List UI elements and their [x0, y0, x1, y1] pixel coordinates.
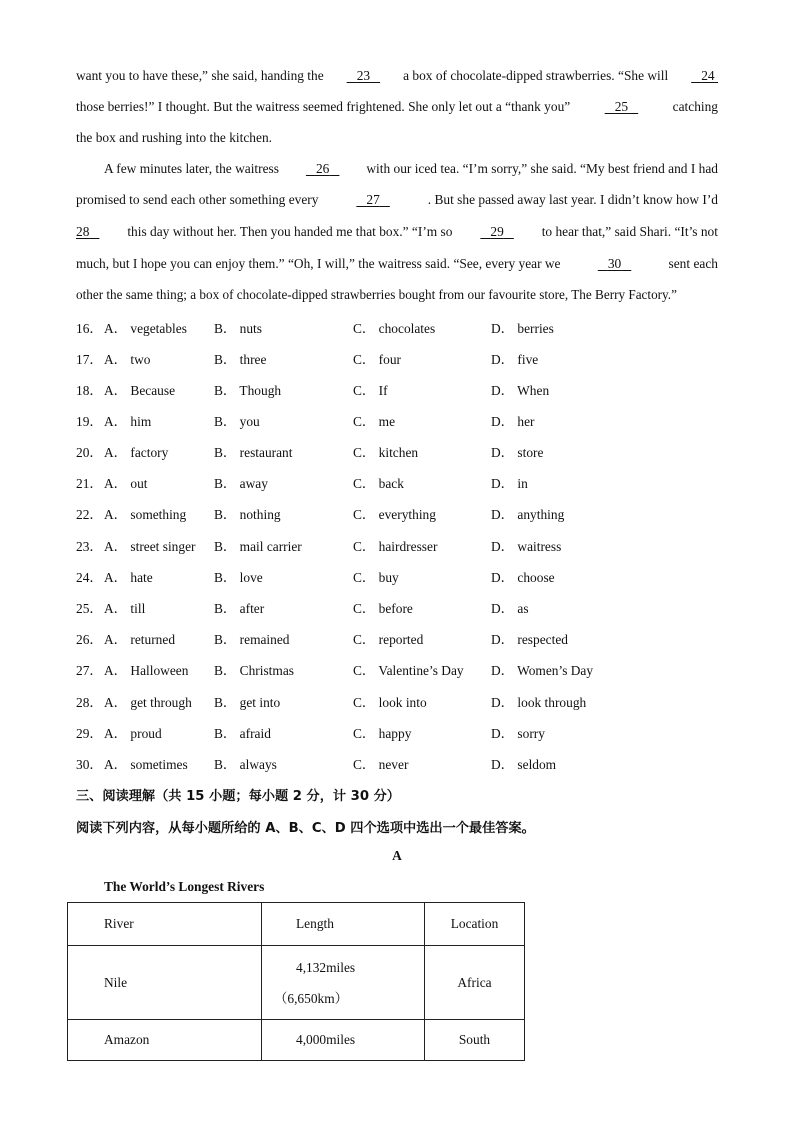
option-b[interactable]: B． after [214, 601, 265, 616]
passage-text: this day without her. Then you handed me that box.” “I’m so [127, 224, 453, 239]
option-d[interactable]: D． her [491, 414, 535, 429]
option-b[interactable]: B． always [214, 757, 277, 772]
blank-number: 27 [366, 192, 380, 207]
option-c[interactable]: C． everything [353, 507, 436, 522]
blank-24 [691, 68, 718, 84]
blank-number: 26 [315, 161, 330, 176]
option-d[interactable]: D． five [491, 352, 539, 367]
option-b[interactable]: B． love [214, 570, 263, 585]
question-number: 21． [76, 476, 103, 491]
option-b[interactable]: B． three [214, 352, 267, 367]
option-a[interactable]: A． Because [104, 383, 176, 398]
passage-line-5 [76, 192, 718, 208]
option-c[interactable]: C． me [353, 414, 396, 429]
header-location: Location [425, 903, 525, 946]
question-number: 24． [76, 570, 103, 585]
option-a[interactable]: A． till [104, 601, 146, 616]
option-a[interactable]: A． something [104, 507, 187, 522]
passage-text: those berries!” I thought. But the waitress seemed frightened. She only let out a “thank you” [76, 99, 571, 114]
option-d[interactable]: D． seldom [491, 757, 557, 772]
option-c[interactable]: C． reported [353, 632, 424, 647]
blank-number: 24 [701, 68, 715, 83]
header-length-cell [262, 903, 425, 946]
passage-text: want you to have these,” she said, handing the [76, 68, 324, 83]
question-number: 29． [76, 726, 103, 741]
option-c[interactable]: C． Valentine’s Day [353, 663, 464, 678]
blank-30 [598, 256, 631, 272]
passage-text: sent each [668, 256, 718, 271]
option-a[interactable]: A． returned [104, 632, 176, 647]
blank-number: 25 [614, 99, 629, 114]
option-a[interactable]: A． him [104, 414, 152, 429]
option-d[interactable]: D． in [491, 476, 528, 491]
blank-number: 23 [356, 68, 371, 83]
option-c[interactable]: C． hairdresser [353, 539, 438, 554]
option-a[interactable]: A． sometimes [104, 757, 188, 772]
part-label: A [392, 848, 402, 863]
option-b[interactable]: B． remained [214, 632, 290, 647]
option-d[interactable]: D． respected [491, 632, 568, 647]
option-c[interactable]: C． happy [353, 726, 412, 741]
option-b[interactable]: B． restaurant [214, 445, 293, 460]
passage-line-2 [76, 99, 718, 115]
option-a[interactable]: A． get through [104, 695, 192, 710]
option-c[interactable]: C． four [353, 352, 401, 367]
section-instruction: 阅读下列内容，从每小题所给的 A、B、C、D 四个选项中选出一个最佳答案。 [76, 821, 535, 836]
option-b[interactable]: B． you [214, 414, 260, 429]
blank-number: 29 [490, 224, 504, 239]
option-d[interactable]: D． store [491, 445, 544, 460]
option-a[interactable]: A． out [104, 476, 148, 491]
question-number: 17． [76, 352, 103, 367]
option-b[interactable]: B． nuts [214, 321, 262, 336]
option-d[interactable]: D． When [491, 383, 550, 398]
option-d[interactable]: D． berries [491, 321, 554, 336]
option-c[interactable]: C． before [353, 601, 413, 616]
option-b[interactable]: B． mail carrier [214, 539, 302, 554]
question-number: 25． [76, 601, 103, 616]
question-number: 27． [76, 663, 103, 678]
blank-23 [347, 68, 380, 84]
blank-26 [306, 161, 339, 177]
option-a[interactable]: A． proud [104, 726, 162, 741]
option-a[interactable]: A． Halloween [104, 663, 189, 678]
passage-text: much, but I hope you can enjoy them.” “Oh, I will,” the waitress said. “See, every year we [76, 256, 561, 271]
option-b[interactable]: B． get into [214, 695, 281, 710]
section-heading: 三、阅读理解（共 15 小题；每小题 2 分，计 30 分） [76, 789, 400, 804]
cell-river: Nile [68, 946, 262, 1020]
option-d[interactable]: D． Women’s Day [491, 663, 594, 678]
passage-text: catching [672, 99, 718, 114]
option-a[interactable]: A． factory [104, 445, 169, 460]
question-number: 18． [76, 383, 103, 398]
option-c[interactable]: C． never [353, 757, 409, 772]
passage-text: . But she passed away last year. I didn’t know how I’d [427, 192, 718, 207]
option-d[interactable]: D． look through [491, 695, 587, 710]
passage-line-1 [76, 68, 718, 84]
question-number: 26． [76, 632, 103, 647]
blank-number: 30 [607, 256, 622, 271]
question-number: 19． [76, 414, 103, 429]
passage-text: other the same thing; a box of chocolate-dipped strawberries bought from our favourite store, The Berry Factory.” [76, 287, 677, 302]
passage-text: promised to send each other something every [76, 192, 319, 207]
cell-length [262, 946, 425, 1020]
passage-line-7 [76, 256, 718, 272]
option-a[interactable]: A． hate [104, 570, 153, 585]
passage-text: a box of chocolate-dipped strawberries. “She will [403, 68, 669, 83]
blank-number: 28 [76, 224, 90, 239]
rivers-table [67, 902, 525, 1061]
table-row [68, 1020, 525, 1061]
option-b[interactable]: B． away [214, 476, 268, 491]
option-d[interactable]: D． as [491, 601, 529, 616]
blank-29 [480, 224, 513, 240]
cell-location: Africa [425, 946, 525, 1020]
blank-28 [76, 224, 99, 240]
option-c[interactable]: C． back [353, 476, 404, 491]
option-b[interactable]: B． Though [214, 383, 282, 398]
option-c[interactable]: C． buy [353, 570, 399, 585]
option-a[interactable]: A． vegetables [104, 321, 187, 336]
option-b[interactable]: B． Christmas [214, 663, 294, 678]
passage-line-4 [104, 161, 718, 177]
passage-line-8 [76, 287, 718, 303]
cell-length [262, 1020, 425, 1061]
option-d[interactable]: D． waitress [491, 539, 562, 554]
option-b[interactable]: B． nothing [214, 507, 281, 522]
blank-25 [605, 99, 638, 115]
cell-river: Amazon [68, 1020, 262, 1061]
option-d[interactable]: D． anything [491, 507, 565, 522]
length-miles: 4,132miles [296, 959, 356, 975]
table-header-row [68, 903, 525, 946]
option-b[interactable]: B． afraid [214, 726, 271, 741]
passage-line-3 [76, 130, 718, 146]
passage-text: the box and rushing into the kitchen. [76, 130, 272, 145]
length-km: （6,650km） [274, 990, 349, 1006]
header-length: Length [296, 916, 334, 931]
header-river: River [68, 903, 262, 946]
cell-location: South [425, 1020, 525, 1061]
option-c[interactable]: C． kitchen [353, 445, 419, 460]
table-row [68, 946, 525, 1020]
blank-27 [356, 192, 389, 208]
option-c[interactable]: C． chocolates [353, 321, 436, 336]
option-c[interactable]: C． look into [353, 695, 427, 710]
length-miles: 4,000miles [296, 1032, 356, 1047]
question-number: 30． [76, 757, 103, 772]
passage-line-6 [76, 224, 718, 240]
option-a[interactable]: A． two [104, 352, 151, 367]
option-c[interactable]: C． If [353, 383, 388, 398]
passage-text: with our iced tea. “I’m sorry,” she said. “My best friend and I had [366, 161, 718, 176]
question-number: 23． [76, 539, 103, 554]
question-number: 20． [76, 445, 103, 460]
question-number: 16． [76, 321, 103, 336]
table-title: The World’s Longest Rivers [104, 879, 265, 894]
option-d[interactable]: D． choose [491, 570, 555, 585]
question-number: 22． [76, 507, 103, 522]
option-d[interactable]: D． sorry [491, 726, 545, 741]
question-number: 28． [76, 695, 103, 710]
passage-text: A few minutes later, the waitress [104, 161, 279, 176]
option-a[interactable]: A． street singer [104, 539, 196, 554]
passage-text: to hear that,” said Shari. “It’s not [541, 224, 718, 239]
